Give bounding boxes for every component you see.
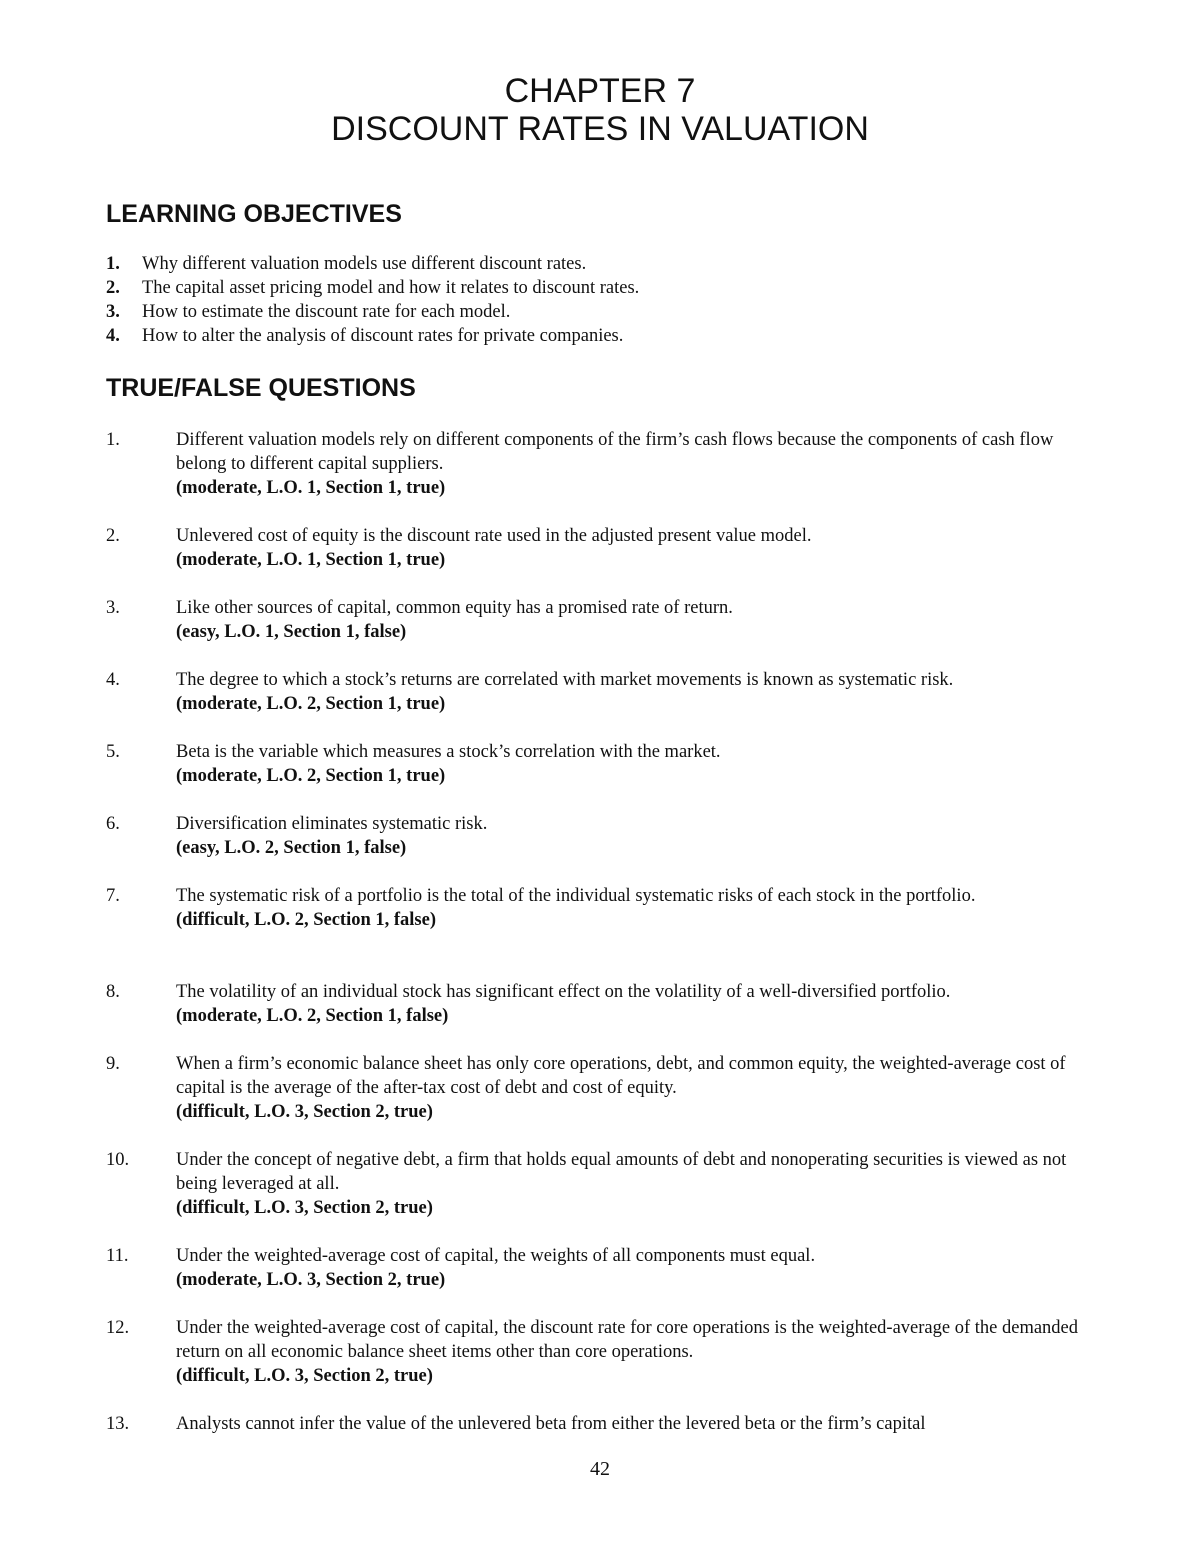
question-number: 9.	[106, 1054, 120, 1074]
question-meta: (easy, L.O. 1, Section 1, false)	[176, 622, 407, 642]
question-text: Under the concept of negative debt, a firm that holds equal amounts of debt and nonoperating securities is viewed as not being leveraged at all.	[176, 1150, 1067, 1194]
objective-number: 3.	[106, 302, 120, 322]
objective-text: The capital asset pricing model and how it relates to discount rates.	[142, 278, 640, 298]
question-meta: (moderate, L.O. 2, Section 1, true)	[176, 694, 446, 714]
learning-objectives-list	[106, 252, 639, 348]
objective-item	[106, 252, 639, 276]
true-false-heading: TRUE/FALSE QUESTIONS	[106, 374, 416, 402]
question-meta: (difficult, L.O. 2, Section 1, false)	[176, 910, 437, 930]
question-meta: (difficult, L.O. 3, Section 2, true)	[176, 1198, 433, 1218]
question-number: 4.	[106, 670, 120, 690]
question-text: Diversification eliminates systematic risk.	[176, 814, 488, 834]
chapter-heading	[0, 72, 1200, 148]
question-text: Like other sources of capital, common equity has a promised rate of return.	[176, 598, 733, 618]
question-number: 11.	[106, 1246, 129, 1266]
question-meta: (difficult, L.O. 3, Section 2, true)	[176, 1366, 433, 1386]
objective-item	[106, 324, 639, 348]
chapter-number: CHAPTER 7	[504, 72, 696, 110]
question-meta: (difficult, L.O. 3, Section 2, true)	[176, 1102, 433, 1122]
question-number: 1.	[106, 430, 120, 450]
objective-number: 2.	[106, 278, 120, 298]
page-number: 42	[590, 1458, 610, 1480]
question-meta: (moderate, L.O. 2, Section 1, true)	[176, 766, 446, 786]
objective-text: How to estimate the discount rate for each model.	[142, 302, 511, 322]
question-text: Under the weighted-average cost of capital, the weights of all components must equal.	[176, 1246, 816, 1266]
objective-text: Why different valuation models use different discount rates.	[142, 254, 587, 274]
question-text: The volatility of an individual stock has significant effect on the volatility of a well-diversified portfolio.	[176, 982, 951, 1002]
question-number: 2.	[106, 526, 120, 546]
objective-number: 4.	[106, 326, 120, 346]
question-number: 6.	[106, 814, 120, 834]
chapter-title: DISCOUNT RATES IN VALUATION	[331, 110, 869, 148]
question-number: 13.	[106, 1414, 130, 1434]
question-text: The systematic risk of a portfolio is the total of the individual systematic risks of each stock in the portfolio.	[176, 886, 976, 906]
objective-text: How to alter the analysis of discount rates for private companies.	[142, 326, 624, 346]
question-meta: (moderate, L.O. 2, Section 1, false)	[176, 1006, 449, 1026]
question-number: 7.	[106, 886, 120, 906]
question-meta: (moderate, L.O. 3, Section 2, true)	[176, 1270, 446, 1290]
learning-objectives-heading: LEARNING OBJECTIVES	[106, 200, 402, 228]
question-text: Under the weighted-average cost of capital, the discount rate for core operations is the weighted-average of the demanded return on all economic balance sheet items other than core operations.	[176, 1318, 1079, 1362]
question-meta: (moderate, L.O. 1, Section 1, true)	[176, 478, 446, 498]
question-text: The degree to which a stock’s returns are correlated with market movements is known as systematic risk.	[176, 670, 954, 690]
question-number: 8.	[106, 982, 120, 1002]
question-text: Beta is the variable which measures a stock’s correlation with the market.	[176, 742, 721, 762]
question-number: 10.	[106, 1150, 130, 1170]
question-number: 5.	[106, 742, 120, 762]
objective-item	[106, 300, 639, 324]
question-number: 12.	[106, 1318, 130, 1338]
question-text: Analysts cannot infer the value of the unlevered beta from either the levered beta or the firm’s capital	[176, 1414, 926, 1434]
objective-number: 1.	[106, 254, 120, 274]
question-number: 3.	[106, 598, 120, 618]
question-text: When a firm’s economic balance sheet has only core operations, debt, and common equity, the weighted-average cost of capital is the average of the after-tax cost of debt and cost of equity.	[176, 1054, 1066, 1098]
objective-item	[106, 276, 639, 300]
question-meta: (moderate, L.O. 1, Section 1, true)	[176, 550, 446, 570]
question-text: Unlevered cost of equity is the discount rate used in the adjusted present value model.	[176, 526, 812, 546]
question-meta: (easy, L.O. 2, Section 1, false)	[176, 838, 407, 858]
question-text: Different valuation models rely on different components of the firm’s cash flows because the components of cash flow belong to different capital suppliers.	[176, 430, 1054, 474]
